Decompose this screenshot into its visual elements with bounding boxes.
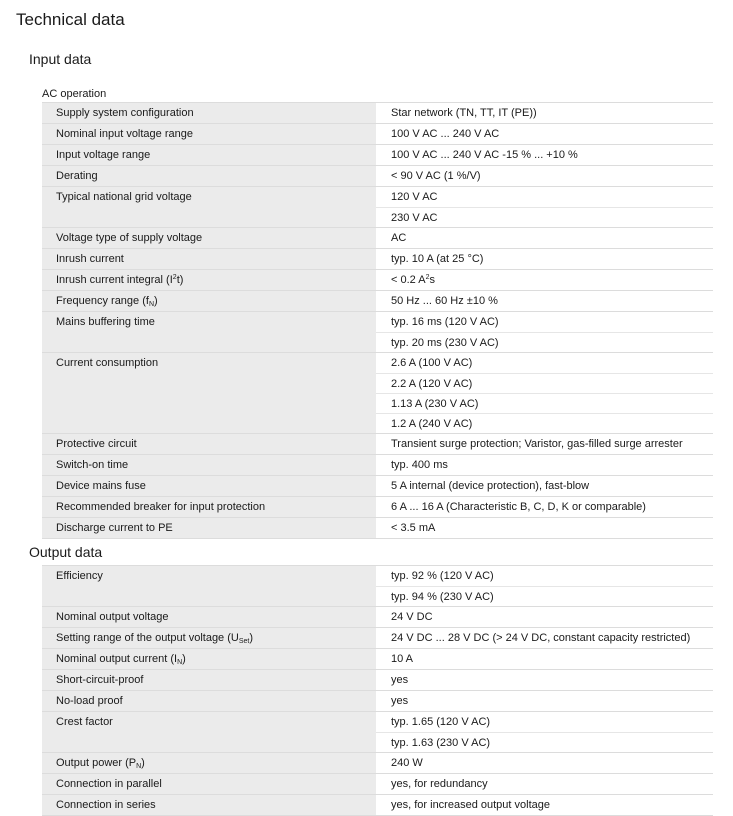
value-cell: 230 V AC <box>376 207 713 227</box>
text-segment: Typical national grid voltage <box>56 191 192 203</box>
value-cell: 1.2 A (240 V AC) <box>376 413 713 433</box>
text-segment: Connection in parallel <box>56 778 162 790</box>
row-label <box>42 312 376 352</box>
sub-script: Set <box>238 638 250 645</box>
value-cell: AC <box>391 232 407 244</box>
text-segment: Frequency range (f <box>56 295 149 307</box>
table-row <box>42 165 713 186</box>
value-cell <box>376 270 713 290</box>
table-row <box>42 711 713 752</box>
text-segment: < 0.2 A <box>391 274 426 286</box>
row-label <box>42 649 376 669</box>
text-segment: Short-circuit-proof <box>56 674 144 686</box>
row-label <box>42 103 376 123</box>
output-data-heading: Output data <box>29 544 103 560</box>
text-segment: Inrush current integral (I <box>56 274 173 286</box>
sub-script: N <box>136 763 142 770</box>
text-segment: Device mains fuse <box>56 480 146 492</box>
table-row <box>42 496 713 517</box>
row-values <box>376 795 713 815</box>
text-segment: t) <box>176 274 184 286</box>
row-values <box>376 166 713 186</box>
row-label <box>42 795 376 815</box>
value-cell: yes, for redundancy <box>391 778 488 790</box>
row-label <box>42 712 376 752</box>
table-row <box>42 794 713 816</box>
row-label <box>42 497 376 517</box>
text-segment: s <box>429 274 435 286</box>
row-values <box>376 712 713 752</box>
value-cell: 24 V DC ... 28 V DC (> 24 V DC, constant capacity restricted) <box>391 632 691 644</box>
table-row <box>42 144 713 165</box>
table-row <box>42 102 713 123</box>
value-cell: 10 A <box>391 653 414 665</box>
text-segment: Output power (P <box>56 757 137 769</box>
value-cell: Star network (TN, TT, IT (PE)) <box>391 107 537 119</box>
row-values <box>376 518 713 538</box>
value-cell: typ. 20 ms (230 V AC) <box>376 332 713 352</box>
row-values <box>376 145 713 165</box>
value-cell: yes, for increased output voltage <box>391 799 550 811</box>
text-segment: Protective circuit <box>56 438 137 450</box>
value-cell: 5 A internal (device protection), fast-blow <box>391 480 590 492</box>
input-data-heading: Input data <box>29 51 92 67</box>
table-row <box>42 752 713 773</box>
value-cell: 6 A ... 16 A (Characteristic B, C, D, K or comparable) <box>391 501 646 513</box>
text-segment: Efficiency <box>56 570 103 582</box>
row-values <box>376 497 713 517</box>
row-label <box>42 187 376 227</box>
text-segment: Inrush current <box>56 253 124 265</box>
table-row <box>42 186 713 227</box>
table-row <box>42 269 713 290</box>
text-segment: ) <box>154 295 158 307</box>
row-label <box>42 353 376 433</box>
value-cell: 120 V AC <box>391 191 438 203</box>
table-row <box>42 627 713 648</box>
output-data-table <box>42 565 713 816</box>
row-values <box>376 434 713 454</box>
value-cell: 2.6 A (100 V AC) <box>391 357 473 369</box>
row-values <box>376 187 713 227</box>
row-values <box>376 691 713 711</box>
value-cell: Transient surge protection; Varistor, gas-filled surge arrester <box>391 438 683 450</box>
table-row <box>42 433 713 454</box>
text-segment: Connection in series <box>56 799 156 811</box>
table-row <box>42 517 713 539</box>
row-label <box>42 476 376 496</box>
row-values <box>376 124 713 144</box>
value-cell: typ. 1.63 (230 V AC) <box>376 732 713 752</box>
value-cell: typ. 16 ms (120 V AC) <box>391 316 499 328</box>
sup-script: 2 <box>172 274 177 281</box>
table-row <box>42 669 713 690</box>
row-label <box>42 628 376 648</box>
row-label <box>42 607 376 627</box>
text-segment: Current consumption <box>56 357 159 369</box>
row-label <box>42 434 376 454</box>
table-row <box>42 475 713 496</box>
table-row <box>42 773 713 794</box>
table-row <box>42 454 713 475</box>
value-cell: < 3.5 mA <box>391 522 436 534</box>
value-cell: 240 W <box>391 757 423 769</box>
row-values <box>376 607 713 627</box>
text-segment: Switch-on time <box>56 459 129 471</box>
row-values <box>376 312 713 352</box>
value-cell: < 90 V AC (1 %/V) <box>391 170 481 182</box>
row-values <box>376 249 713 269</box>
row-label <box>42 774 376 794</box>
value-cell: 100 V AC ... 240 V AC <box>391 128 500 140</box>
row-label <box>42 291 376 311</box>
row-values <box>376 566 713 606</box>
sup-script: 2 <box>425 274 430 281</box>
text-segment: ) <box>182 653 186 665</box>
row-values <box>376 455 713 475</box>
table-row <box>42 227 713 248</box>
table-row <box>42 648 713 669</box>
row-label <box>42 455 376 475</box>
text-segment: Discharge current to PE <box>56 522 173 534</box>
row-label <box>42 691 376 711</box>
text-segment: Setting range of the output voltage (U <box>56 632 239 644</box>
value-cell: typ. 1.65 (120 V AC) <box>391 716 491 728</box>
row-label <box>42 518 376 538</box>
row-values <box>376 228 713 248</box>
table-row <box>42 352 713 433</box>
table-row <box>42 565 713 606</box>
table-row <box>42 311 713 352</box>
text-segment: ) <box>249 632 254 644</box>
text-segment: No-load proof <box>56 695 123 707</box>
value-cell: yes <box>391 674 409 686</box>
ac-operation-subheading: AC operation <box>42 88 107 100</box>
row-values <box>376 103 713 123</box>
row-label <box>42 166 376 186</box>
text-segment: Supply system configuration <box>56 107 194 119</box>
row-label <box>42 270 376 290</box>
row-label <box>42 124 376 144</box>
value-cell: typ. 92 % (120 V AC) <box>391 570 494 582</box>
value-cell: 1.13 A (230 V AC) <box>376 393 713 413</box>
text-segment: Crest factor <box>56 716 113 728</box>
table-row <box>42 690 713 711</box>
row-values <box>376 353 713 433</box>
text-segment: Nominal output voltage <box>56 611 169 623</box>
row-values <box>376 270 713 290</box>
value-cell: 100 V AC ... 240 V AC -15 % ... +10 % <box>391 149 578 161</box>
row-values <box>376 476 713 496</box>
text-segment: Derating <box>56 170 98 182</box>
table-row <box>42 248 713 269</box>
text-segment: Mains buffering time <box>56 316 155 328</box>
table-row <box>42 290 713 311</box>
sub-script: N <box>148 301 154 308</box>
text-segment: Voltage type of supply voltage <box>56 232 203 244</box>
row-label <box>42 566 376 606</box>
row-label <box>42 753 376 773</box>
value-cell: typ. 400 ms <box>391 459 448 471</box>
value-cell: 50 Hz ... 60 Hz ±10 % <box>391 295 498 307</box>
row-values <box>376 628 713 648</box>
page-title: Technical data <box>16 10 125 29</box>
value-cell: typ. 94 % (230 V AC) <box>376 586 713 606</box>
sub-script: N <box>177 659 183 666</box>
text-segment: Nominal input voltage range <box>56 128 193 140</box>
row-label <box>42 228 376 248</box>
row-values <box>376 670 713 690</box>
value-cell: 24 V DC <box>391 611 433 623</box>
text-segment: Recommended breaker for input protection <box>56 501 266 513</box>
row-label <box>42 249 376 269</box>
row-label <box>42 670 376 690</box>
table-row <box>42 123 713 144</box>
row-values <box>376 649 713 669</box>
row-values <box>376 774 713 794</box>
value-cell: typ. 10 A (at 25 °C) <box>391 253 484 265</box>
value-cell: yes <box>391 695 409 707</box>
row-values <box>376 753 713 773</box>
row-values <box>376 291 713 311</box>
input-data-table <box>42 102 713 539</box>
table-row <box>42 606 713 627</box>
text-segment: Input voltage range <box>56 149 151 161</box>
row-label <box>42 145 376 165</box>
text-segment: ) <box>141 757 145 769</box>
text-segment: Nominal output current (I <box>56 653 178 665</box>
value-cell: 2.2 A (120 V AC) <box>376 373 713 393</box>
